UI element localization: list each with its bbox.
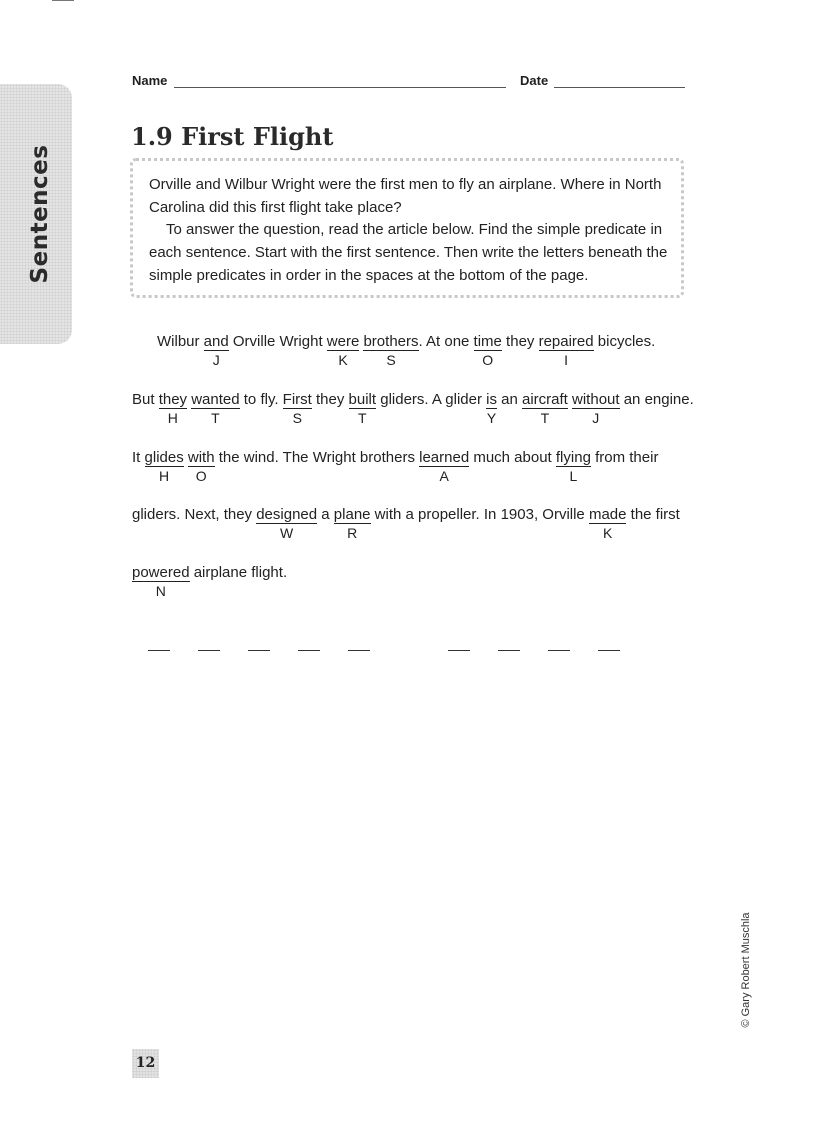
underlined-word: plane R [333, 506, 371, 541]
underlined-word: without J [572, 391, 620, 426]
answer-blank[interactable] [148, 650, 170, 651]
underlined-word: they H [158, 391, 188, 426]
intro-text [149, 174, 669, 288]
underlined-word: and J [203, 333, 229, 368]
code-letter: J [212, 352, 220, 368]
code-letter: I [564, 352, 569, 368]
top-edge-mark [52, 0, 74, 1]
date-field[interactable] [554, 87, 685, 88]
article-line-2: But they H wanted T to fly. First S they built T gliders. A glider is Y an aircraft T without J an engine. [132, 391, 694, 426]
answer-blank[interactable] [548, 650, 570, 651]
answer-blank[interactable] [248, 650, 270, 651]
intro-instructions: To answer the question, read the article below. Find the simple predicate in each sentence. Start with the first sentence. Then write the letters beneath the simple predicates in order in the spaces at the bottom of the page. [149, 221, 668, 284]
page-number: 12 [132, 1049, 159, 1078]
underlined-word: time O [473, 333, 502, 368]
code-letter: H [159, 468, 170, 484]
code-letter: R [347, 525, 358, 541]
name-field[interactable] [174, 87, 506, 88]
underlined-word: First S [282, 391, 312, 426]
answer-blank[interactable] [498, 650, 520, 651]
code-letter: O [195, 468, 207, 484]
underlined-word: flying L [555, 449, 591, 484]
copyright-notice: © Gary Robert Muschla [740, 912, 752, 1028]
underlined-word: aircraft T [522, 391, 568, 426]
code-letter: O [482, 352, 494, 368]
underlined-word: with O [187, 449, 215, 484]
answer-blank[interactable] [348, 650, 370, 651]
underlined-word: built T [348, 391, 377, 426]
code-letter: L [569, 468, 578, 484]
page-title: 1.9 First Flight [131, 122, 334, 151]
underlined-word: wanted T [191, 391, 240, 426]
underlined-word: repaired I [538, 333, 594, 368]
article-line-4: gliders. Next, they designed W a plane R with a propeller. In 1903, Orville made K the first [132, 506, 680, 541]
code-letter: S [292, 410, 302, 426]
code-letter: S [386, 352, 396, 368]
code-letter: J [592, 410, 600, 426]
underlined-word: learned A [419, 449, 470, 484]
underlined-word: were K [326, 333, 360, 368]
code-letter: H [167, 410, 178, 426]
underlined-word: powered N [132, 564, 190, 599]
code-letter: K [338, 352, 348, 368]
code-letter: A [439, 468, 449, 484]
answer-blank[interactable] [198, 650, 220, 651]
answer-blank[interactable] [448, 650, 470, 651]
name-label: Name [132, 73, 168, 88]
underlined-word: is Y [486, 391, 497, 426]
article-line-1: Wilbur and J Orville Wright were K brothers S . At one time O they repaired I bicycles. [157, 333, 656, 368]
code-letter: T [211, 410, 220, 426]
article-line-3: It glides H with O the wind. The Wright brothers learned A much about flying L from their [132, 449, 659, 484]
code-letter: N [155, 583, 166, 599]
date-label: Date [520, 73, 549, 88]
code-letter: W [280, 525, 294, 541]
code-letter: Y [486, 410, 497, 426]
answer-blank[interactable] [298, 650, 320, 651]
answer-blank[interactable] [598, 650, 620, 651]
intro-question: Orville and Wilbur Wright were the first men to fly an airplane. Where in North Carolina did this first flight take place? [149, 176, 662, 216]
underlined-word: designed W [256, 506, 318, 541]
underlined-word: made K [588, 506, 627, 541]
code-letter: T [540, 410, 550, 426]
article-line-5: powered N airplane flight. [132, 564, 288, 599]
underlined-word: brothers S [363, 333, 419, 368]
code-letter: K [603, 525, 613, 541]
section-tab-label: Sentences [27, 144, 53, 284]
underlined-word: glides H [144, 449, 184, 484]
code-letter: T [358, 410, 367, 426]
